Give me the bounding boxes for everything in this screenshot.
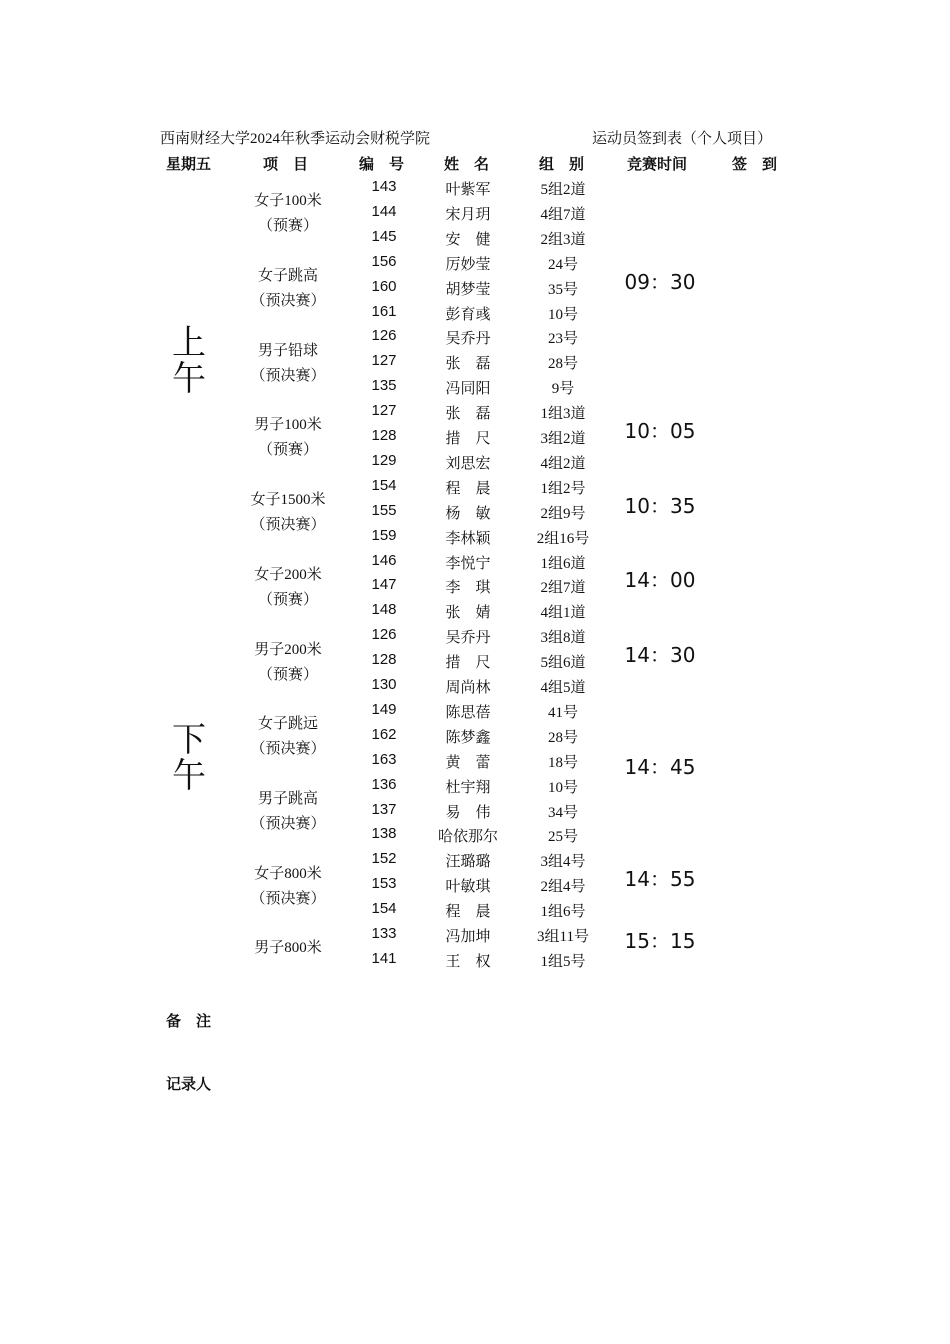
row-name: 张 磊 [445,356,491,373]
event-cell [233,563,343,613]
row-name: 陈梦鑫 [445,729,491,746]
event-round: （预赛） [257,218,318,235]
event-round: （预赛） [257,666,318,683]
row-group: 2组4号 [540,879,586,896]
recorder-label: 记录人 [166,1077,212,1093]
row-group: 28号 [547,729,578,746]
event-round: （预决赛） [250,517,326,534]
col-time-header: 竞赛时间 [627,157,688,173]
col-number-header: 编 号 [359,157,405,173]
row-number: 156 [371,252,397,270]
event-round: （预决赛） [250,815,326,832]
row-group: 1组2号 [540,480,586,497]
title-school: 西南财经大学2024年秋季运动会财税学院 [160,131,431,147]
row-group: 1组3道 [540,406,586,423]
row-group: 2组9号 [540,505,586,522]
event-name: 女子100米 [254,193,322,210]
event-round: （预赛） [257,442,318,459]
row-group: 1组6号 [540,904,586,921]
row-number: 163 [371,750,397,768]
row-group: 23号 [547,331,578,348]
remarks-label: 备 注 [166,1014,212,1030]
row-number: 128 [371,651,397,669]
row-group: 3组11号 [537,929,589,945]
row-number: 149 [371,700,397,718]
period-afternoon: 下午 [172,720,206,796]
event-name: 男子100米 [254,417,322,434]
competition-time: 10：05 [624,419,696,443]
event-round: （预决赛） [250,293,326,310]
event-cell [233,264,343,314]
row-number: 128 [371,427,397,444]
row-name: 叶紫军 [445,182,491,198]
row-group: 3组2道 [540,431,586,447]
row-number: 129 [371,451,397,469]
event-cell [233,189,343,239]
row-name: 李林颖 [445,530,491,547]
row-group: 4组5道 [540,680,586,696]
row-number: 127 [371,352,397,370]
row-name: 措 尺 [445,655,491,672]
row-number: 133 [371,925,397,942]
row-number: 127 [371,402,397,420]
row-name: 李悦宁 [445,555,491,572]
col-group-header: 组 别 [539,157,585,173]
event-name: 男子800米 [254,940,322,957]
row-number: 126 [371,626,397,644]
row-name: 王 权 [445,953,491,970]
event-name: 女子200米 [254,566,322,583]
competition-time: 14：45 [624,755,696,780]
competition-time: 10：35 [624,493,696,518]
row-group: 28号 [547,356,578,373]
row-group: 35号 [547,281,578,298]
period-morning: 上午 [172,323,206,399]
row-group: 5组2道 [540,182,586,198]
competition-time: 14：55 [624,867,696,892]
row-number: 137 [371,800,397,818]
row-name: 张 磊 [445,406,491,423]
row-name: 厉妙莹 [445,256,491,273]
row-name: 易 伟 [445,804,491,821]
title-sheet: 运动员签到表（个人项目） [592,131,773,147]
event-cell [233,936,343,961]
row-name: 张 婧 [445,605,491,622]
row-number: 145 [371,227,397,245]
row-number: 135 [371,377,397,395]
event-cell [233,413,343,463]
row-name: 周尚林 [445,680,491,696]
event-round: （预赛） [257,591,318,608]
row-number: 146 [371,551,397,569]
row-name: 杨 敏 [445,505,491,522]
col-day-header: 星期五 [166,157,212,173]
row-name: 彭育彧 [445,306,491,323]
row-number: 130 [371,676,397,693]
row-number: 144 [371,202,397,220]
event-round: （预决赛） [250,890,326,907]
row-group: 18号 [547,754,578,771]
row-name: 刘思宏 [445,455,491,472]
row-number: 152 [371,850,397,868]
row-name: 李 琪 [445,580,491,597]
row-name: 黄 蕾 [445,754,491,771]
row-group: 5组6道 [540,655,586,672]
col-event-header: 项 目 [263,157,309,173]
event-round: （预决赛） [250,741,326,758]
row-group: 4组1道 [540,605,586,622]
row-group: 2组16号 [536,530,590,547]
competition-time: 09：30 [624,269,696,294]
row-name: 汪璐璐 [445,854,491,871]
event-name: 女子跳高 [257,268,318,285]
row-name: 措 尺 [445,431,491,447]
event-cell [233,862,343,912]
event-cell [233,712,343,762]
row-number: 143 [371,178,397,195]
row-group: 3组8道 [540,630,586,647]
row-name: 安 健 [445,231,491,248]
row-group: 10号 [547,779,578,796]
row-number: 154 [371,900,397,918]
row-number: 141 [371,949,397,967]
row-name: 宋月玥 [445,206,491,223]
row-name: 吴乔丹 [445,630,491,647]
row-name: 陈思蓓 [445,704,491,721]
row-group: 41号 [547,704,578,721]
row-group: 4组7道 [540,206,586,223]
row-number: 147 [371,576,397,594]
col-name-header: 姓 名 [444,157,490,173]
row-name: 程 晨 [445,480,491,497]
row-group: 10号 [547,306,578,323]
row-name: 胡梦莹 [445,281,491,298]
row-group: 4组2道 [540,455,586,472]
event-cell [233,638,343,688]
col-sign-header: 签 到 [732,157,778,173]
row-group: 2组7道 [540,580,586,597]
row-number: 161 [371,302,397,320]
row-number: 160 [371,277,397,295]
row-group: 24号 [547,256,578,273]
row-name: 哈依那尔 [437,829,498,846]
row-number: 155 [371,501,397,519]
row-number: 154 [371,476,397,494]
row-group: 34号 [547,804,578,821]
row-number: 153 [371,875,397,893]
row-group: 3组4号 [540,854,586,871]
competition-time: 14：30 [624,643,696,668]
row-number: 162 [371,725,397,743]
row-name: 杜宇翔 [445,779,491,796]
row-number: 159 [371,526,397,544]
event-cell [233,339,343,389]
row-group: 9号 [551,381,575,398]
row-number: 136 [371,775,397,793]
row-number: 148 [371,601,397,619]
event-name: 男子200米 [254,641,322,658]
row-name: 叶敏琪 [445,879,491,896]
event-name: 女子跳远 [257,716,318,733]
event-cell [233,488,343,538]
event-name: 男子跳高 [257,790,318,807]
row-group: 1组6道 [540,555,586,572]
row-number: 138 [371,825,397,843]
row-name: 冯加坤 [445,929,491,945]
row-group: 1组5号 [540,953,586,970]
row-name: 程 晨 [445,904,491,921]
row-name: 冯同阳 [445,381,491,398]
row-number: 126 [371,327,397,345]
event-cell [233,787,343,837]
row-name: 吴乔丹 [445,331,491,348]
event-name: 女子800米 [254,865,322,882]
competition-time: 15：15 [624,929,696,954]
event-round: （预决赛） [250,367,326,384]
event-name: 男子铅球 [257,342,318,359]
competition-time: 14：00 [624,568,696,593]
row-group: 25号 [547,829,578,846]
row-group: 2组3道 [540,231,586,248]
event-name: 女子1500米 [250,492,326,509]
